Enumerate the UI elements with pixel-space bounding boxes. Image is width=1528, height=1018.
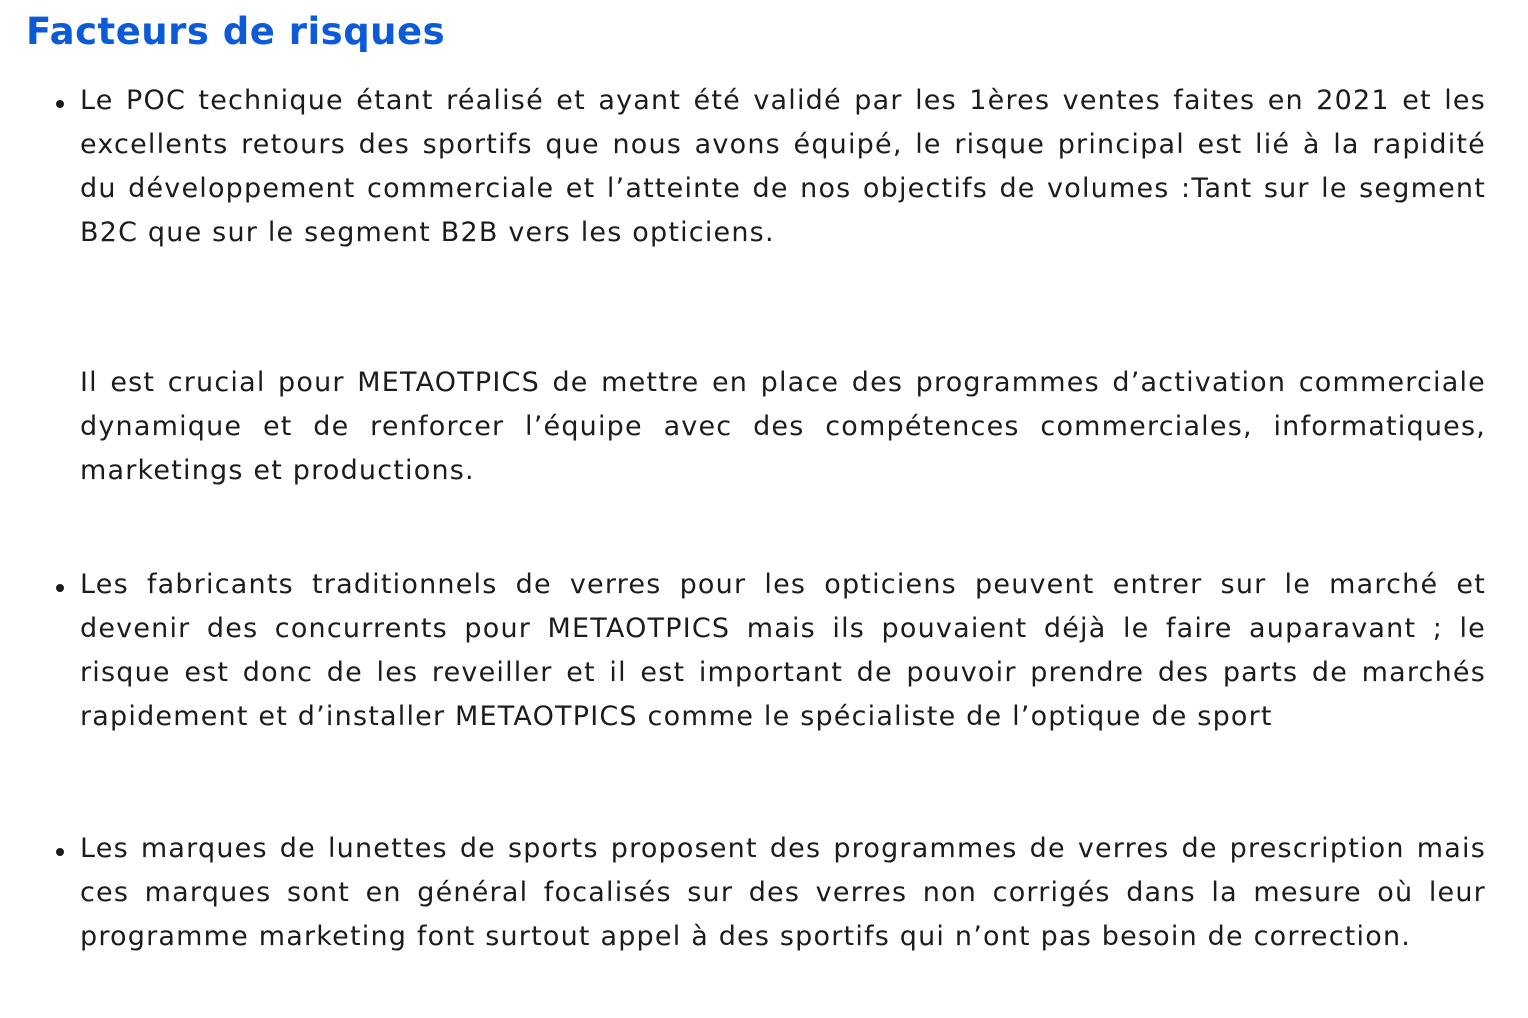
risk-paragraph-poc: Le POC technique étant réalisé et ayant été validé par les 1ères ventes faites en 2021 et les excellents retours des sportifs que nous avons équipé, le risque principal est lié à la rapidité du développement commerciale et l’atteinte de nos objectifs de volumes :Tant sur le segment B2C que sur le segment B2B vers les opticiens. — [80, 85, 1486, 248]
bullet-dot — [56, 100, 64, 108]
risk-paragraph-lens-manufacturers: Les fabricants traditionnels de verres pour les opticiens peuvent entrer sur le marché et devenir des concurrents pour METAOTPICS mais ils pouvaient déjà le faire auparavant ; le risque est donc de les reveiller et il est important de pouvoir prendre des parts de marchés rapidement et d’installer METAOTPICS comme le spécialiste de l’optique de sport — [80, 569, 1486, 732]
risk-paragraph-commercial-activation: Il est crucial pour METAOTPICS de mettre en place des programmes d’activation commerciale dynamique et de renforcer l’équipe avec des compétences commerciales, informatiques, marketings et productions. — [80, 367, 1486, 486]
bullet-dot — [56, 848, 64, 856]
risk-paragraph-sport-brands: Les marques de lunettes de sports proposent des programmes de verres de prescription mais ces marques sont en général focalisés sur des verres non corrigés dans la mesure où leur programme marketing font surtout appel à des sportifs qui n’ont pas besoin de correction. — [80, 833, 1486, 952]
bullet-dot — [56, 584, 64, 592]
page-title: Facteurs de risques — [26, 10, 446, 53]
